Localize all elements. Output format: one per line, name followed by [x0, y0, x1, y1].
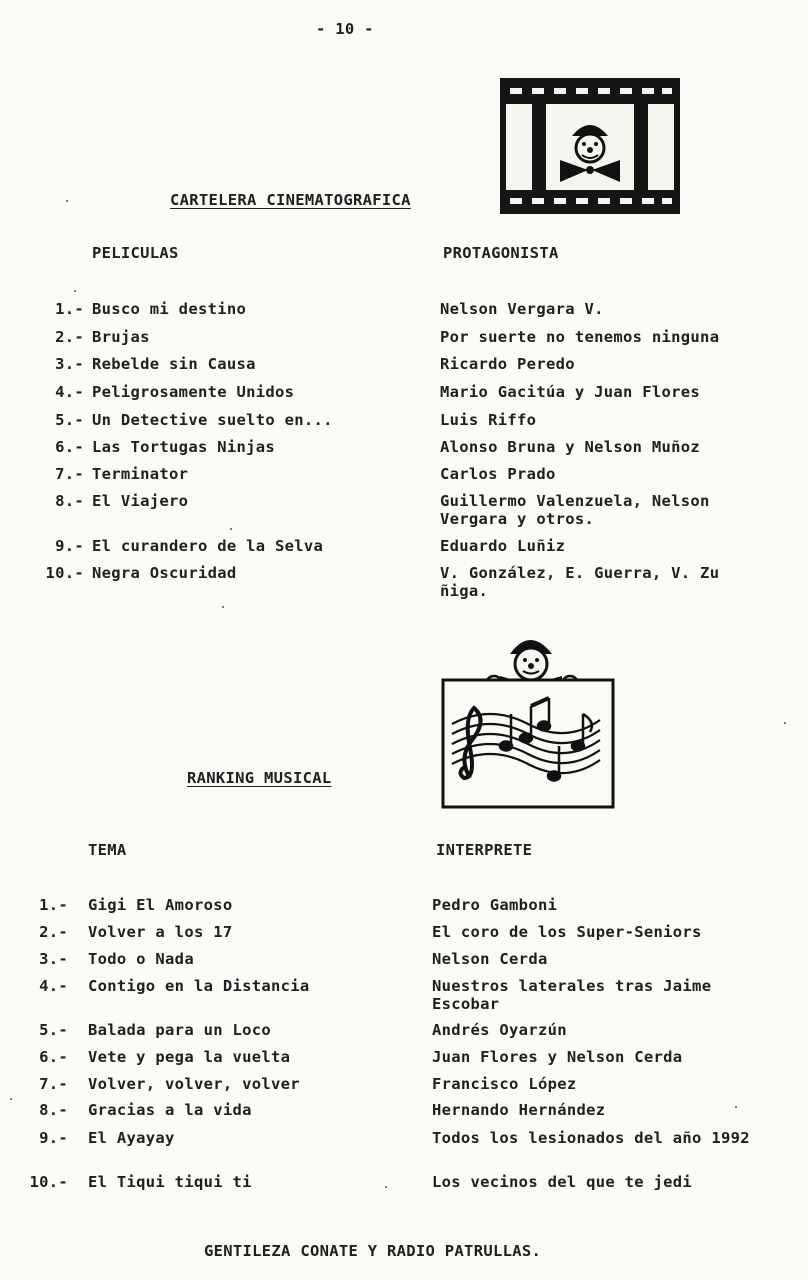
scan-speck	[10, 1098, 12, 1100]
song-artist: Hernando Hernández	[432, 1101, 606, 1119]
list-item-number: 4.-	[39, 977, 68, 995]
song-artist: Francisco López	[432, 1075, 577, 1093]
scan-speck	[230, 528, 232, 530]
song-artist: Andrés Oyarzún	[432, 1021, 567, 1039]
list-item-number: 8.-	[39, 1101, 68, 1119]
list-item-number: 2.-	[55, 328, 84, 346]
scan-speck	[735, 1106, 737, 1108]
song-title: Balada para un Loco	[88, 1021, 272, 1039]
movie-title: El curandero de la Selva	[92, 537, 324, 555]
movie-title: Peligrosamente Unidos	[92, 383, 295, 401]
footer-credit: GENTILEZA CONATE Y RADIO PATRULLAS.	[204, 1242, 542, 1260]
music-heading: RANKING MUSICAL	[187, 769, 332, 787]
movie-title: Terminator	[92, 465, 189, 483]
list-item-number: 4.-	[55, 383, 84, 401]
song-artist: Nelson Cerda	[432, 950, 548, 968]
movie-title: El Viajero	[92, 492, 189, 510]
scan-speck	[74, 290, 76, 292]
list-item-number: 1.-	[55, 300, 84, 318]
song-title: El Ayayay	[88, 1129, 175, 1147]
scan-speck	[222, 606, 224, 608]
cinema-col-protagonista: PROTAGONISTA	[443, 244, 559, 262]
movie-actor: Ricardo Peredo	[440, 355, 575, 373]
song-title: Gracias a la vida	[88, 1101, 252, 1119]
song-artist: Juan Flores y Nelson Cerda	[432, 1048, 683, 1066]
list-item-number: 9.-	[55, 537, 84, 555]
list-item-number: 2.-	[39, 923, 68, 941]
movie-actor: Alonso Bruna y Nelson Muñoz	[440, 438, 701, 456]
list-item-number: 1.-	[39, 896, 68, 914]
movie-actor: Carlos Prado	[440, 465, 556, 483]
cinema-col-peliculas: PELICULAS	[92, 244, 179, 262]
music-col-interprete: INTERPRETE	[436, 841, 533, 859]
movie-title: Rebelde sin Causa	[92, 355, 256, 373]
song-artist: El coro de los Super-Seniors	[432, 923, 702, 941]
movie-title: Negra Oscuridad	[92, 564, 237, 582]
music-col-tema: TEMA	[88, 841, 127, 859]
song-title: Vete y pega la vuelta	[88, 1048, 291, 1066]
movie-actor: Por suerte no tenemos ninguna	[440, 328, 720, 346]
scan-speck	[385, 1186, 387, 1188]
movie-actor: Nelson Vergara V.	[440, 300, 604, 318]
list-item-number: 5.-	[55, 411, 84, 429]
cinema-heading: CARTELERA CINEMATOGRAFICA	[170, 191, 411, 209]
song-title: Gigi El Amoroso	[88, 896, 233, 914]
page-number: - 10 -	[316, 20, 374, 38]
song-artist: Pedro Gamboni	[432, 896, 558, 914]
song-artist: Nuestros laterales tras Jaime Escobar	[432, 977, 712, 1013]
list-item-number: 3.-	[39, 950, 68, 968]
movie-title: Brujas	[92, 328, 150, 346]
song-artist: Todos los lesionados del año 1992	[432, 1129, 750, 1147]
movie-actor: Luis Riffo	[440, 411, 537, 429]
list-item-number: 10.-	[29, 1173, 68, 1191]
scan-speck	[784, 722, 786, 724]
clown-music-sheet-icon	[440, 628, 616, 810]
movie-actor: Mario Gacitúa y Juan Flores	[440, 383, 701, 401]
movie-title: Un Detective suelto en...	[92, 411, 333, 429]
list-item-number: 7.-	[55, 465, 84, 483]
list-item-number: 5.-	[39, 1021, 68, 1039]
film-strip-clown-icon	[500, 78, 680, 214]
song-title: Todo o Nada	[88, 950, 194, 968]
list-item-number: 6.-	[39, 1048, 68, 1066]
movie-actor: V. González, E. Guerra, V. Zu ñiga.	[440, 564, 720, 600]
song-title: Volver, volver, volver	[88, 1075, 300, 1093]
song-artist: Los vecinos del que te jedi	[432, 1173, 693, 1191]
list-item-number: 6.-	[55, 438, 84, 456]
scan-speck	[66, 200, 68, 202]
movie-title: Busco mi destino	[92, 300, 247, 318]
song-title: El Tiqui tiqui ti	[88, 1173, 252, 1191]
movie-title: Las Tortugas Ninjas	[92, 438, 276, 456]
list-item-number: 7.-	[39, 1075, 68, 1093]
song-title: Volver a los 17	[88, 923, 233, 941]
list-item-number: 9.-	[39, 1129, 68, 1147]
movie-actor: Eduardo Luñiz	[440, 537, 566, 555]
movie-actor: Guillermo Valenzuela, Nelson Vergara y otros.	[440, 492, 710, 528]
song-title: Contigo en la Distancia	[88, 977, 310, 995]
list-item-number: 3.-	[55, 355, 84, 373]
list-item-number: 8.-	[55, 492, 84, 510]
list-item-number: 10.-	[45, 564, 84, 582]
